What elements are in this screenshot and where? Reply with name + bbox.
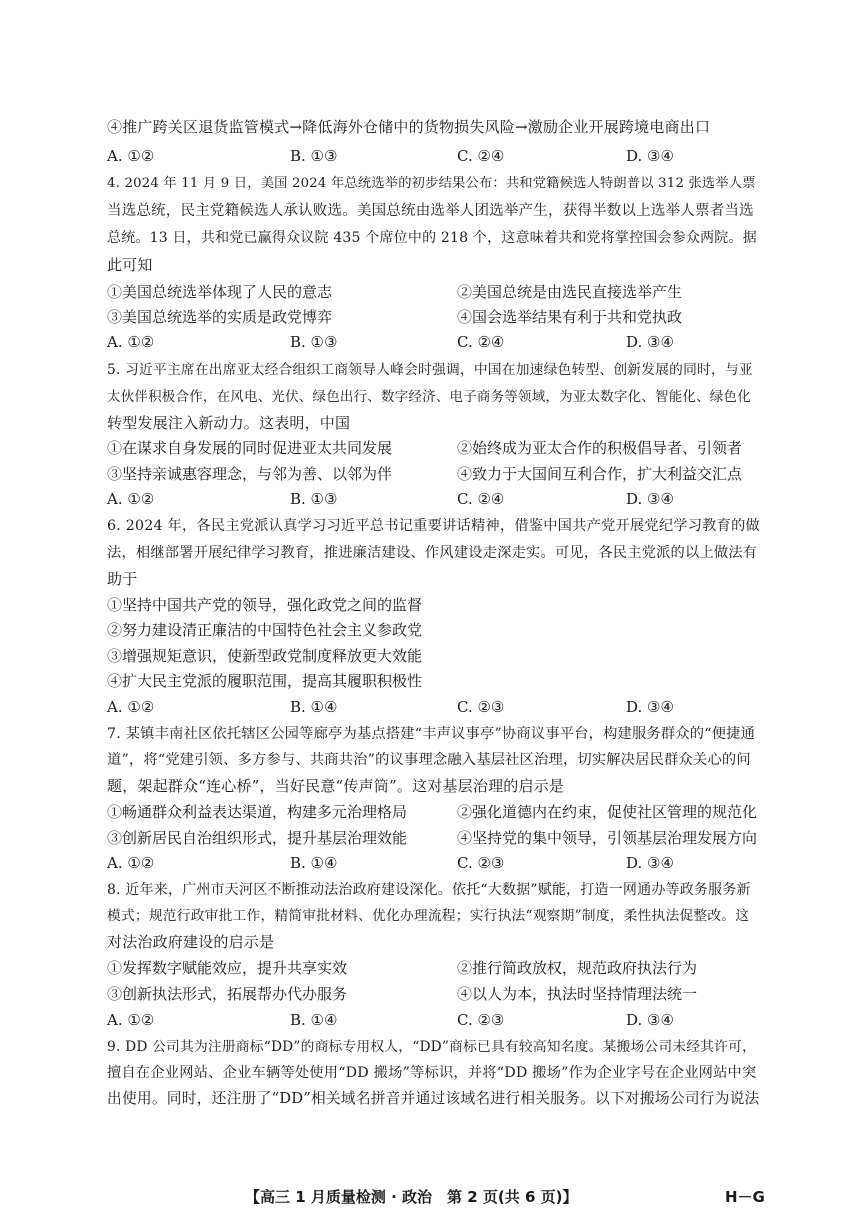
q7-choice-b: B. ①④ <box>290 854 338 872</box>
q7-line-3: 题，架起群众“连心桥”，当好民意“传声筒”。这对基层治理的启示是 <box>107 777 565 795</box>
q8-option-4: ④以人为本，执法时坚持情理法统一 <box>457 985 698 1003</box>
q5-choice-a: A. ①② <box>107 490 155 508</box>
q7-line-2: 道”，将“党建引领、多方参与、共商共治”的议事理念融入基层社区治理，切实解决居民群众关心的问 <box>107 752 751 768</box>
q4-choice-c: C. ②④ <box>457 333 505 351</box>
choice-c: C. ②④ <box>457 147 505 165</box>
option-4-prev: ④推广跨关区退货监管模式→降低海外仓储中的货物损失风险→激励企业开展跨境电商出口 <box>107 118 711 136</box>
q9-line-1: 9. DD 公司其为注册商标“DD”的商标专用权人，“DD”商标已具有较高知名度。某搬场公司未经其许可， <box>107 1039 757 1055</box>
q6-option-1: ①坚持中国共产党的领导，强化政党之间的监督 <box>107 596 423 614</box>
q5-choice-c: C. ②④ <box>457 490 505 508</box>
q4-option-3: ③美国总统选举的实质是政党博弈 <box>107 308 333 326</box>
q9-line-2: 擅自在企业网站、企业车辆等处使用“DD 搬场”等标识，并将“DD 搬场”作为企业字号在企业网站中突 <box>107 1065 757 1081</box>
q8-option-3: ③创新执法形式，拓展帮办代办服务 <box>107 985 348 1003</box>
q8-line-3: 对法治政府建设的启示是 <box>107 933 275 951</box>
q6-option-2: ②努力建设清正廉洁的中国特色社会主义参政党 <box>107 621 423 639</box>
q6-option-3: ③增强规矩意识，使新型政党制度释放更大效能 <box>107 647 423 665</box>
q8-line-1: 8. 近年来，广州市天河区不断推动法治政府建设深化。依托“大数据”赋能，打造一网通办等政务服务新 <box>107 882 751 898</box>
choice-b: B. ①③ <box>290 147 338 165</box>
q4-choice-d: D. ③④ <box>626 333 674 351</box>
q7-choice-a: A. ①② <box>107 854 155 872</box>
q5-option-4: ④致力于大国间互利合作，扩大利益交汇点 <box>457 465 743 483</box>
choice-d: D. ③④ <box>626 147 674 165</box>
q4-option-1: ①美国总统选举体现了人民的意志 <box>107 283 333 301</box>
q5-line-1: 5. 习近平主席在出席亚太经合组织工商领导人峰会时强调，中国在加速绿色转型、创新发展的同时，与亚 <box>107 362 753 378</box>
q6-option-4: ④扩大民主党派的履职范围，提高其履职积极性 <box>107 672 423 690</box>
page-footer: 【高三 1 月质量检测 · 政治 第 2 页(共 6 页)】 <box>245 1188 578 1206</box>
q4-option-4: ④国会选举结果有利于共和党执政 <box>457 308 683 326</box>
q4-line-3: 总统。13 日，共和党已赢得众议院 435 个席位中的 218 个，这意味着共和党将掌控国会参众两院。据 <box>107 230 757 246</box>
q5-line-2: 太伙伴积极合作，在风电、光伏、绿色出行、数字经济、电子商务等领域，为亚太数字化、智能化、绿色化 <box>107 389 751 405</box>
q4-line-2: 当选总统，民主党籍候选人承认败选。美国总统由选举人团选举产生，获得半数以上选举人票者当选 <box>107 203 754 219</box>
q7-option-4: ④坚持党的集中领导，引领基层治理发展方向 <box>457 829 758 847</box>
q7-choice-d: D. ③④ <box>626 854 674 872</box>
q7-option-3: ③创新居民自治组织形式，提升基层治理效能 <box>107 829 408 847</box>
q4-line-1: 4. 2024 年 11 月 9 日，美国 2024 年总统选举的初步结果公布：共和党籍候选人特朗普以 312 张选举人票 <box>107 176 756 191</box>
exam-code: H－G <box>725 1188 765 1206</box>
q4-choice-a: A. ①② <box>107 333 155 351</box>
q8-line-2: 模式；规范行政审批工作，精简审批材料、优化办理流程；实行执法“观察期”制度，柔性执法促整改。这 <box>107 908 750 924</box>
q8-choice-a: A. ①② <box>107 1011 155 1029</box>
q7-option-2: ②强化道德内在约束，促使社区管理的规范化 <box>457 803 758 821</box>
q8-option-1: ①发挥数字赋能效应，提升共享实效 <box>107 959 348 977</box>
q4-option-2: ②美国总统是由选民直接选举产生 <box>457 283 683 301</box>
q5-option-2: ②始终成为亚太合作的积极倡导者、引领者 <box>457 439 743 457</box>
q8-option-2: ②推行简政放权，规范政府执法行为 <box>457 959 698 977</box>
q8-choice-d: D. ③④ <box>626 1011 674 1029</box>
q6-line-2: 法，相继部署开展纪律学习教育，推进廉洁建设、作风建设走深走实。可见，各民主党派的以上做法有 <box>107 545 758 561</box>
q8-choice-c: C. ②③ <box>457 1011 505 1029</box>
q9-line-3: 出使用。同时，还注册了“DD”相关域名拼音并通过该域名进行相关服务。以下对搬场公司行为说法 <box>107 1090 760 1107</box>
q7-choice-c: C. ②③ <box>457 854 505 872</box>
q4-line-4: 此可知 <box>107 256 153 274</box>
q6-choice-d: D. ③④ <box>626 698 674 716</box>
q6-choice-b: B. ①④ <box>290 698 338 716</box>
q8-choice-b: B. ①④ <box>290 1011 338 1029</box>
q7-line-1: 7. 某镇丰南社区依托辖区公园等廊亭为基点搭建“丰声议事亭”协商议事平台，构建服务群众的“便捷通 <box>107 726 756 742</box>
q5-option-1: ①在谋求自身发展的同时促进亚太共同发展 <box>107 439 393 457</box>
q5-option-3: ③坚持亲诚惠容理念，与邻为善、以邻为伴 <box>107 465 393 483</box>
q6-line-3: 助于 <box>107 570 138 588</box>
q6-choice-a: A. ①② <box>107 698 155 716</box>
q5-choice-d: D. ③④ <box>626 490 674 508</box>
q4-choice-b: B. ①③ <box>290 333 338 351</box>
q6-choice-c: C. ②③ <box>457 698 505 716</box>
q5-line-3: 转型发展注入新动力。这表明，中国 <box>107 414 351 432</box>
q7-option-1: ①畅通群众利益表达渠道，构建多元治理格局 <box>107 803 408 821</box>
q6-line-1: 6. 2024 年，各民主党派认真学习习近平总书记重要讲话精神，借鉴中国共产党开展党纪学习教育的做 <box>107 518 760 534</box>
q5-choice-b: B. ①③ <box>290 490 338 508</box>
choice-a: A. ①② <box>107 147 155 165</box>
